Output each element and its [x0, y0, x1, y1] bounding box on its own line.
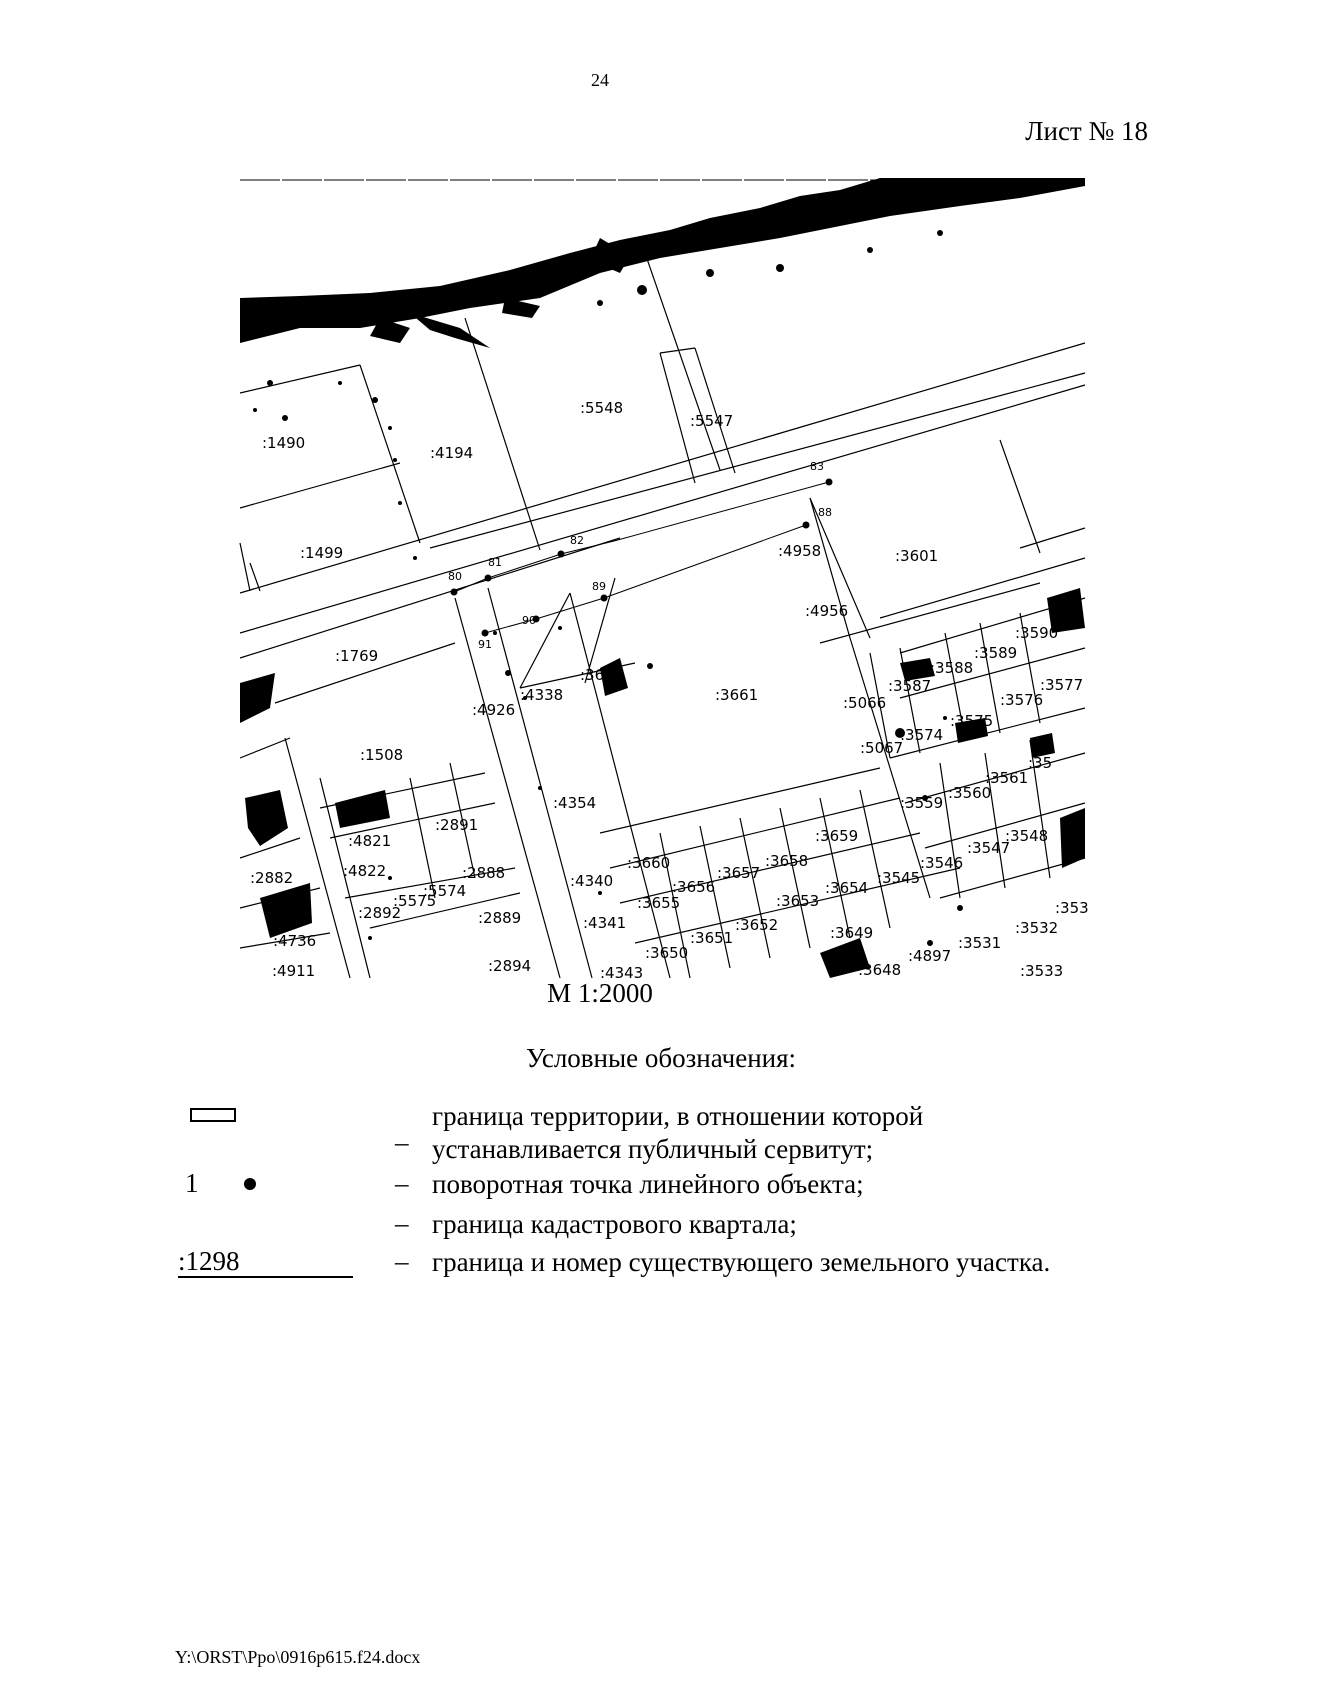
parcel-label: :3561 — [985, 769, 1029, 787]
legend-dash: – — [395, 1246, 409, 1276]
parcel-label: :3 — [1070, 609, 1085, 627]
parcel-label: :3661 — [715, 686, 759, 704]
parcel-label: :3649 — [830, 924, 874, 942]
parcel-label: :35 — [1028, 754, 1053, 772]
parcel-label: :3611 — [580, 666, 624, 684]
parcel-label: :5574 — [423, 882, 467, 900]
parcel-label: :3659 — [815, 827, 859, 845]
legend-text: граница территории, в отношении которой устанавливается публичный сервитут; — [432, 1101, 924, 1164]
parcel-label: :2894 — [488, 957, 532, 975]
parcel-label: :2889 — [478, 909, 522, 927]
point-88 — [803, 522, 810, 529]
parcel-label: :3589 — [974, 644, 1018, 662]
map-scale: М 1:2000 — [547, 978, 653, 1008]
parcel-label: :3575 — [950, 712, 994, 730]
parcel-label: :1490 — [262, 434, 306, 452]
parcel-label: :4736 — [273, 932, 317, 950]
parcel-label: :4911 — [272, 962, 316, 980]
parcel-label: :3657 — [717, 864, 761, 882]
point-91 — [482, 630, 489, 637]
legend-title: Условные обозначения: — [525, 1043, 797, 1073]
parcel-label: :3650 — [645, 944, 689, 962]
parcel-label: :2892 — [358, 904, 402, 922]
parcel-label: :4822 — [343, 862, 387, 880]
parcel-label: :3653 — [776, 892, 820, 910]
parcel-label: :4341 — [583, 914, 627, 932]
point-80 — [451, 589, 458, 596]
parcel-label: :3533 — [1020, 962, 1064, 980]
parcel-label: :3576 — [1000, 691, 1044, 709]
sheet-label: Лист № 18 — [1025, 116, 1148, 146]
point-label: 83 — [810, 460, 824, 473]
parcel-label: :4340 — [570, 872, 614, 890]
parcel-label: :3658 — [765, 852, 809, 870]
parcel-label: :3660 — [627, 854, 671, 872]
parcel-label: :3547 — [967, 839, 1011, 857]
parcel-label: :3531 — [958, 934, 1002, 952]
parcel-label: :3588 — [930, 659, 974, 677]
parcel-label: :5575 — [393, 892, 437, 910]
parcel-label: :3559 — [900, 794, 944, 812]
parcel-label: :4821 — [348, 832, 392, 850]
cadastral-map — [240, 178, 1089, 982]
parcel-label: :5067 — [860, 739, 904, 757]
footer-file-path: Y:\ORST\Ppo\0916p615.f24.docx — [175, 1647, 421, 1667]
parcel-label: :3655 — [637, 894, 681, 912]
parcel-label: :5547 — [690, 412, 734, 430]
parcel-label: :3560 — [948, 784, 992, 802]
point-83 — [826, 479, 833, 486]
parcel-label: :3574 — [900, 726, 944, 744]
legend-text: граница и номер существующего земельного участка. — [432, 1247, 1051, 1277]
parcel-label: :2882 — [250, 869, 294, 887]
parcel-label: :2888 — [462, 864, 506, 882]
parcel-label: :3648 — [858, 961, 902, 979]
map-svg — [240, 178, 1089, 982]
parcel-label: :3546 — [920, 854, 964, 872]
parcel-label: :3577 — [1040, 676, 1084, 694]
parcel-label: :4897 — [908, 947, 952, 965]
parcel-label: :3654 — [825, 879, 869, 897]
parcel-label: :3587 — [888, 677, 932, 695]
dot-icon — [244, 1178, 256, 1190]
parcel-label: :3590 — [1015, 624, 1059, 642]
legend-dash: _ — [395, 1118, 409, 1148]
parcel-label: :4926 — [472, 701, 516, 719]
point-label: 80 — [448, 570, 462, 583]
parcel-label: :4956 — [805, 602, 849, 620]
rectangle-symbol-icon — [190, 1108, 236, 1122]
parcel-label: :1499 — [300, 544, 344, 562]
point-81 — [485, 575, 492, 582]
parcel-label: :4354 — [553, 794, 597, 812]
parcel-label: :3548 — [1005, 827, 1049, 845]
parcel-label: :3656 — [672, 878, 716, 896]
legend-symbol-label: 1 — [185, 1168, 199, 1198]
parcel-label: :5548 — [580, 399, 624, 417]
parcel-label: :4194 — [430, 444, 474, 462]
parcel-label: :353 — [1055, 899, 1089, 917]
point-label: 82 — [570, 534, 584, 547]
parcel-label: :4343 — [600, 964, 644, 982]
legend-symbol-label: :1298 — [178, 1246, 353, 1278]
parcel-label: :3651 — [690, 929, 734, 947]
point-89 — [601, 595, 608, 602]
parcel-label: :3652 — [735, 916, 779, 934]
parcel-label: :1508 — [360, 746, 404, 764]
legend-dash: – — [395, 1208, 409, 1238]
parcel-label: :1769 — [335, 647, 379, 665]
legend-dash: – — [395, 1168, 409, 1198]
page-number: 24 — [591, 70, 609, 90]
parcel-label: :4338 — [520, 686, 564, 704]
parcel-label: :4958 — [778, 542, 822, 560]
point-label: 91 — [478, 638, 492, 651]
parcel-label: :3601 — [895, 547, 939, 565]
linear-object — [451, 479, 833, 637]
parcel-label: :3545 — [877, 869, 921, 887]
point-label: 81 — [488, 556, 502, 569]
parcel-label: :2891 — [435, 816, 479, 834]
point-label: 90 — [522, 614, 536, 627]
point-label: 88 — [818, 506, 832, 519]
legend-text: граница кадастрового квартала; — [432, 1209, 797, 1239]
point-82 — [558, 551, 565, 558]
point-label: 89 — [592, 580, 606, 593]
parcel-label: :3532 — [1015, 919, 1059, 937]
parcel-label: :5066 — [843, 694, 887, 712]
legend-text: поворотная точка линейного объекта; — [432, 1169, 864, 1199]
parcel-label: :4735 — [265, 904, 309, 922]
